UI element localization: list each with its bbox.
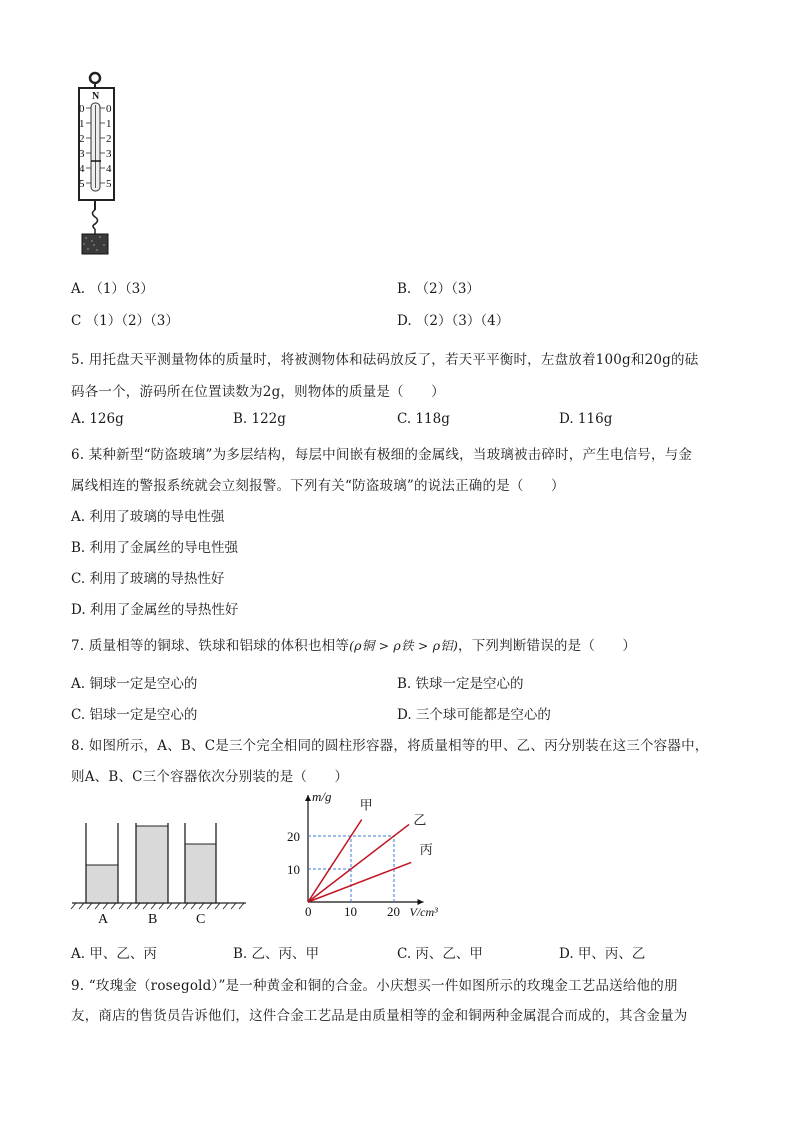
scale-tick-right: 3 [106,148,112,160]
q7-option-c[interactable]: C. 铝球一定是空心的 [71,707,198,723]
q6-option-a[interactable]: A. 利用了玻璃的导电性强 [71,509,225,525]
container-a-liquid [86,865,118,903]
q6-stem-line1: 6. 某种新型“防盗玻璃”为多层结构，每层中间嵌有极细的金属线，当玻璃被击碎时，产生电信号，与金 [71,447,693,463]
scale-tick-left: 5 [79,178,85,190]
q6-option-c[interactable]: C. 利用了玻璃的导热性好 [71,571,225,587]
q8-stem-line2: 则A、B、C三个容器依次分别装的是（ ） [71,769,349,785]
container-label-b: B [148,912,158,927]
q9-stem-line2: 友，商店的售货员告诉他们，这件合金工艺品是由质量相等的金和铜两种金属混合而成的，其含金量为 [71,1008,688,1024]
q5-option-d[interactable]: D. 116g [559,411,613,427]
q5-stem-line2: 码各一个，游码所在位置读数为2g，则物体的质量是（ ） [71,384,445,400]
series-label: 丙 [419,842,433,858]
scale-tick-right: 4 [106,163,112,175]
series-line [308,862,411,902]
x-axis-label: V/cm³ [409,905,438,919]
q5-option-b[interactable]: B. 122g [233,411,286,427]
container-label-a: A [98,912,109,927]
density-formula: (ρ铜 > ρ铁 > ρ铝) [349,638,459,653]
q4-option-b[interactable]: B. （2）（3） [397,281,480,297]
y-tick-label: 10 [287,862,300,877]
scale-tick-right: 2 [106,133,112,145]
scale-tick-left: 4 [79,163,85,175]
q7-option-d[interactable]: D. 三个球可能都是空心的 [397,707,551,723]
q6-option-d[interactable]: D. 利用了金属丝的导热性好 [71,602,239,618]
mass-volume-chart [280,790,450,925]
q8-stem-line1: 8. 如图所示，A、B、C是三个完全相同的圆柱形容器，将质量相等的甲、乙、丙分别装在这三个容器中， [71,738,709,754]
q6-stem-line2: 属线相连的警报系统就会立刻报警。下列有关“防盗玻璃”的说法正确的是（ ） [71,478,565,494]
container-label-c: C [196,912,206,927]
scale-tick-left: 0 [79,103,85,115]
y-axis-arrow [305,795,311,801]
x-tick-label: 20 [387,904,400,919]
q6-option-b[interactable]: B. 利用了金属丝的导电性强 [71,540,239,556]
series-label: 乙 [413,812,427,828]
q7-option-a[interactable]: A. 铜球一定是空心的 [71,676,198,692]
q7-stem [71,634,636,654]
q7-stem-suffix: ，下列判断错误的是（ ） [458,638,637,654]
q8-option-a[interactable]: A. 甲、乙、丙 [71,946,157,962]
q8-option-c[interactable]: C. 丙、乙、甲 [397,946,483,962]
series-label: 甲 [359,797,373,813]
q4-option-a[interactable]: A. （1）（3） [71,281,154,297]
q8-option-b[interactable]: B. 乙、丙、甲 [233,946,320,962]
y-tick-label: 20 [287,829,300,844]
x-tick-label: 10 [344,904,357,919]
containers-figure [70,815,250,930]
scale-tick-left: 1 [79,118,85,130]
scale-tick-right: 1 [106,118,112,130]
scale-tick-left: 2 [79,133,85,145]
scale-tick-right: 0 [106,103,112,115]
q7-stem-prefix: 7. 质量相等的铜球、铁球和铝球的体积也相等 [71,638,350,654]
q8-option-d[interactable]: D. 甲、丙、乙 [559,946,646,962]
container-c-liquid [185,844,216,903]
q5-option-a[interactable]: A. 126g [71,411,124,427]
scale-tick-right: 5 [106,178,112,190]
spring-scale-figure [70,70,130,260]
q9-stem-line1: 9. “玫瑰金（rosegold）”是一种黄金和铜的合金。小庆想买一件如图所示的玫瑰金工艺品送给他的朋 [71,978,678,994]
q4-option-c[interactable]: C （1）（2）（3） [71,313,179,329]
spring-scale-unit: N [92,91,100,102]
scale-tick-left: 3 [79,148,85,160]
container-b-liquid [136,826,168,903]
x-tick-label: 0 [305,904,312,919]
q5-stem-line1: 5. 用托盘天平测量物体的质量时，将被测物体和砝码放反了，若天平平衡时，左盘放着100g和20g的砝 [71,352,699,368]
q7-option-b[interactable]: B. 铁球一定是空心的 [397,676,524,692]
q4-option-d[interactable]: D. （2）（3）（4） [397,313,510,329]
series-line [308,820,362,903]
y-axis-label: m/g [312,790,332,804]
q5-option-c[interactable]: C. 118g [397,411,450,427]
